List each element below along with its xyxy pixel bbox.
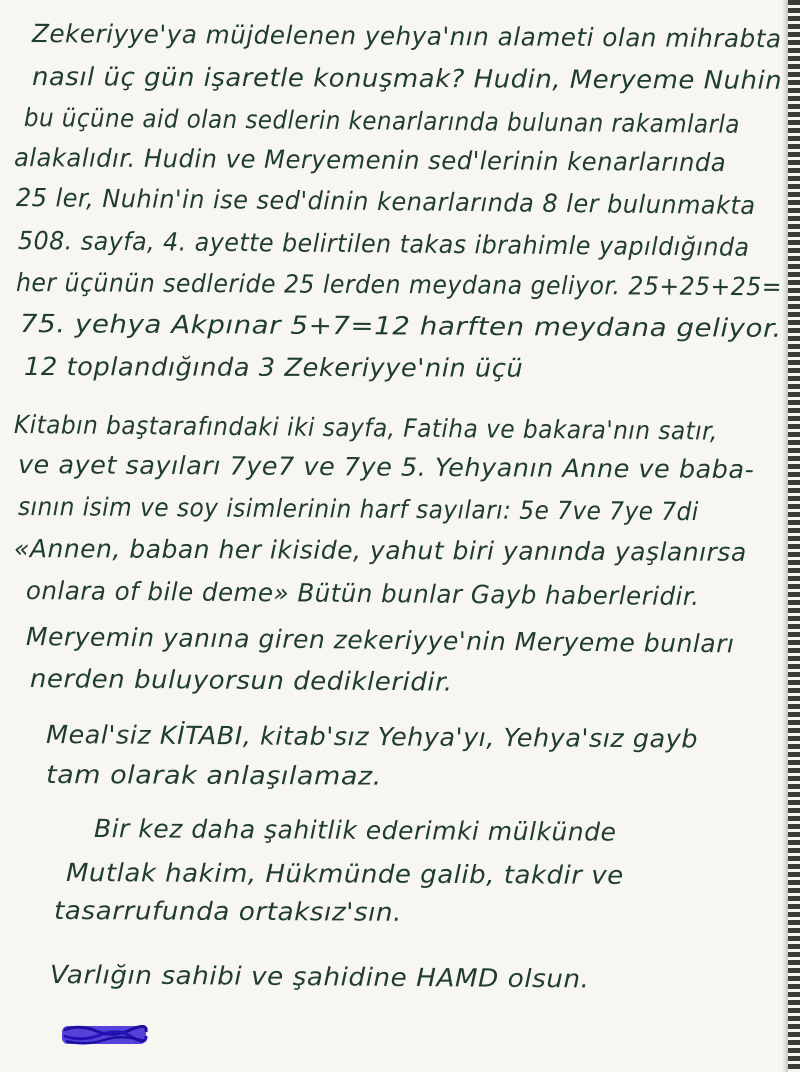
text-line-21: tasarrufunda ortaksız'sın. xyxy=(53,896,403,927)
text-line-1: Zekeriyye'ya müjdelenen yehya'nın alameti olan mihrabta xyxy=(31,19,782,54)
text-line-13: «Annen, baban her ikiside, yahut biri yanında yaşlanırsa xyxy=(13,534,747,567)
text-line-14: onlara of bile deme» Bütün bunlar Gayb haberleridir. xyxy=(25,576,700,611)
text-line-3: bu üçüne aid olan sedlerin kenarlarında bulunan rakamlarla xyxy=(23,103,740,139)
text-line-6: 508. sayfa, 4. ayette belirtilen takas ibrahimle yapıldığında xyxy=(17,226,750,262)
text-line-15: Meryemin yanına giren zekeriyye'nin Meryeme bunları xyxy=(25,622,735,659)
text-line-17: Meal'siz KİTABI, kitab'sız Yehya'yı, Yehya'sız gayb xyxy=(45,720,699,754)
text-line-8: 75. yehya Akpınar 5+7=12 harften meydana geliyor. xyxy=(19,309,782,343)
text-line-10: Kitabın baştarafındaki iki sayfa, Fatiha ve bakara'nın satır, xyxy=(13,410,718,446)
scribbled-mark xyxy=(60,1022,148,1048)
text-line-5: 25 ler, Nuhin'in ise sed'dinin kenarlarında 8 ler bulunmakta xyxy=(15,183,756,221)
text-line-22: Varlığın sahibi ve şahidine HAMD olsun. xyxy=(49,960,590,994)
text-line-7: her üçünün sedleride 25 lerden meydana geliyor. 25+25+25= xyxy=(15,268,783,302)
notebook-binding-edge xyxy=(788,0,800,1072)
text-line-4: alakalıdır. Hudin ve Meryemenin sed'lerinin kenarlarında xyxy=(13,143,727,178)
text-line-16: nerden buluyorsun dedikleridir. xyxy=(29,664,453,697)
text-line-2: nasıl üç gün işaretle konuşmak? Hudin, Meryeme Nuhin xyxy=(31,62,783,95)
text-line-9: 12 toplandığında 3 Zekeriyye'nin üçü xyxy=(23,352,524,383)
text-line-20: Mutlak hakim, Hükmünde galib, takdir ve xyxy=(65,858,624,890)
text-line-19: Bir kez daha şahitlik ederimki mülkünde xyxy=(93,814,617,847)
text-line-11: ve ayet sayıları 7ye7 ve 7ye 5. Yehyanın Anne ve baba- xyxy=(17,450,755,485)
text-line-18: tam olarak anlaşılamaz. xyxy=(45,760,382,791)
text-line-12: sının isim ve soy isimlerinin harf sayıları: 5e 7ve 7ye 7di xyxy=(17,492,699,527)
